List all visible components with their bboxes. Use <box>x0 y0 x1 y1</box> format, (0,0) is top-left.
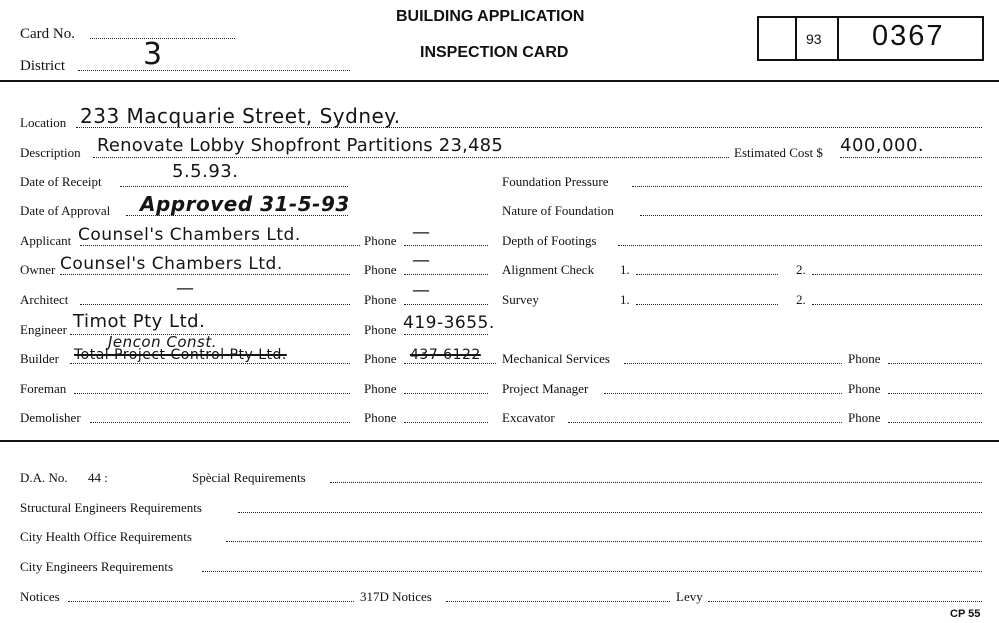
estimated-cost-label: Estimated Cost $ <box>734 145 823 160</box>
date-of-receipt-line <box>120 186 348 187</box>
form-title-line2: INSPECTION CARD <box>420 44 569 61</box>
structural-requirements-line <box>238 512 982 513</box>
architect-line <box>80 304 350 305</box>
survey-num2: 2. <box>796 292 806 307</box>
section-rule <box>0 440 999 442</box>
alignment-check-line1 <box>636 274 778 275</box>
foreman-phone-line <box>404 393 488 394</box>
estimated-cost-line <box>840 157 982 158</box>
special-requirements-label: Spècial Requirements <box>192 470 306 485</box>
foundation-pressure-line <box>632 186 982 187</box>
date-of-receipt-label: Date of Receipt <box>20 174 102 189</box>
alignment-check-line2 <box>812 274 982 275</box>
applicant-phone-line <box>404 245 488 246</box>
demolisher-label: Demolisher <box>20 410 81 425</box>
applicant-label: Applicant <box>20 233 72 248</box>
depth-of-footings-label: Depth of Footings <box>502 233 597 248</box>
foreman-line <box>74 393 350 394</box>
card-no-label: Card No. <box>20 26 75 42</box>
district-value: 3 <box>143 37 163 72</box>
levy-label: Levy <box>676 589 703 604</box>
demolisher-phone-line <box>404 422 488 423</box>
owner-phone-value: — <box>412 250 431 271</box>
project-manager-phone-line <box>888 393 982 394</box>
alignment-check-num1: 1. <box>620 262 630 277</box>
date-of-approval-value: Approved 31-5-93 <box>140 192 350 216</box>
architect-phone-label: Phone <box>364 292 397 307</box>
da-no-label: D.A. No. <box>20 470 68 485</box>
foreman-phone-label: Phone <box>364 381 397 396</box>
date-of-approval-label: Date of Approval <box>20 203 111 218</box>
owner-phone-label: Phone <box>364 262 397 277</box>
project-manager-label: Project Manager <box>502 381 589 396</box>
owner-label: Owner <box>20 262 56 277</box>
notices-317d-label: 317D Notices <box>360 589 432 604</box>
engineer-label: Engineer <box>20 322 67 337</box>
architect-phone-value: — <box>412 280 431 301</box>
location-value: 233 Macquarie Street, Sydney. <box>80 104 401 128</box>
structural-requirements-label: Structural Engineers Requirements <box>20 500 202 515</box>
engineer-phone-line <box>404 334 488 335</box>
city-engineers-requirements-line <box>202 571 982 572</box>
owner-line <box>60 274 350 275</box>
architect-value: — <box>176 278 195 299</box>
foundation-pressure-label: Foundation Pressure <box>502 174 609 189</box>
builder-phone-struck: 437 6122 <box>410 347 481 363</box>
date-of-receipt-value: 5.5.93. <box>172 161 239 182</box>
mechanical-services-line <box>624 363 842 364</box>
owner-value: Counsel's Chambers Ltd. <box>60 254 283 274</box>
description-line <box>93 157 729 158</box>
city-engineers-requirements-label: City Engineers Requirements <box>20 559 174 574</box>
description-label: Description <box>20 145 81 160</box>
location-label: Location <box>20 115 67 130</box>
box-divider-1 <box>795 16 797 61</box>
notices-317d-line <box>446 601 670 602</box>
applicant-value: Counsel's Chambers Ltd. <box>78 225 301 245</box>
form-code: CP 55 <box>950 608 981 620</box>
estimated-cost-value: 400,000. <box>840 135 925 156</box>
engineer-phone-value: 419-3655. <box>403 313 495 333</box>
survey-num1: 1. <box>620 292 630 307</box>
applicant-phone-label: Phone <box>364 233 397 248</box>
district-line <box>78 70 350 71</box>
excavator-line <box>568 422 842 423</box>
foreman-label: Foreman <box>20 381 67 396</box>
project-manager-line <box>604 393 842 394</box>
project-manager-phone-label: Phone <box>848 381 881 396</box>
architect-phone-line <box>404 304 488 305</box>
description-value: Renovate Lobby Shopfront Partitions 23,485 <box>97 135 503 156</box>
special-requirements-line <box>330 482 982 483</box>
year-code: 93 <box>806 31 822 47</box>
box-divider-2 <box>837 16 839 61</box>
nature-of-foundation-label: Nature of Foundation <box>502 203 614 218</box>
levy-line <box>708 601 982 602</box>
notices-label: Notices <box>20 589 60 604</box>
mechanical-services-phone-line <box>888 363 982 364</box>
da-no-value: 44 : <box>88 470 108 485</box>
depth-of-footings-line <box>618 245 982 246</box>
applicant-phone-value: — <box>412 222 431 243</box>
form-title-line1: BUILDING APPLICATION <box>396 8 585 25</box>
district-label: District <box>20 58 65 74</box>
city-health-requirements-label: City Health Office Requirements <box>20 529 192 544</box>
engineer-value: Timot Pty Ltd. <box>73 311 206 332</box>
builder-phone-label: Phone <box>364 351 397 366</box>
city-health-requirements-line <box>226 541 982 542</box>
architect-label: Architect <box>20 292 69 307</box>
excavator-phone-label: Phone <box>848 410 881 425</box>
excavator-label: Excavator <box>502 410 555 425</box>
header-rule <box>0 80 999 82</box>
notices-line <box>68 601 354 602</box>
survey-line2 <box>812 304 982 305</box>
builder-correction: Jencon Const. <box>108 333 217 351</box>
builder-label: Builder <box>20 351 59 366</box>
card-number: 0367 <box>872 20 945 52</box>
alignment-check-label: Alignment Check <box>502 262 595 277</box>
owner-phone-line <box>404 274 488 275</box>
demolisher-line <box>90 422 350 423</box>
survey-line1 <box>636 304 778 305</box>
nature-of-foundation-line <box>640 215 982 216</box>
mechanical-services-label: Mechanical Services <box>502 351 610 366</box>
survey-label: Survey <box>502 292 539 307</box>
alignment-check-num2: 2. <box>796 262 806 277</box>
mechanical-services-phone-label: Phone <box>848 351 881 366</box>
excavator-phone-line <box>888 422 982 423</box>
card-number-box <box>757 16 984 61</box>
engineer-phone-label: Phone <box>364 322 397 337</box>
applicant-line <box>80 245 360 246</box>
builder-value-struck: Total Project Control Pty Ltd. <box>74 347 287 363</box>
demolisher-phone-label: Phone <box>364 410 397 425</box>
